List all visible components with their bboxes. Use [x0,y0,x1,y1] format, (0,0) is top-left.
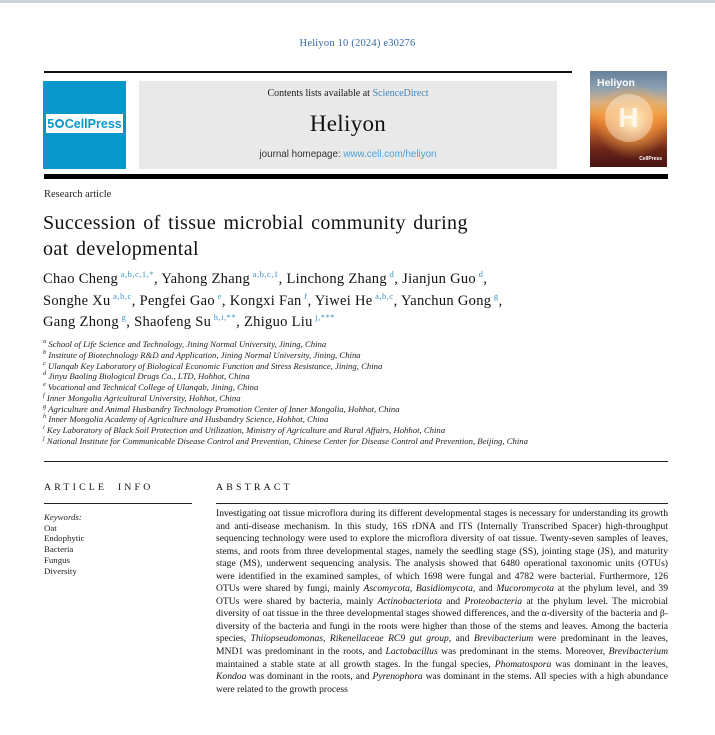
abstract-taxon-italic: Kondoa [216,671,247,683]
info-section-top-rule [44,461,668,462]
author-name: Songhe Xu [43,292,111,309]
abstract-segment: was dominant in the roots, and [246,671,373,683]
affiliation-superscript: a [43,338,47,346]
affiliation-superscript: d [43,370,47,378]
abstract-taxon-italic: Pyrenophora [372,671,423,683]
abstract-taxon-italic: Lactobacillus [385,646,438,658]
homepage-line [260,149,437,160]
author-name: Gang Zhong [43,314,119,330]
abstract-segment: was dominant in the leaves, [551,658,669,670]
affiliation-item [43,414,673,425]
article-info-rule [44,503,192,504]
abstract-segment: , and [448,633,474,645]
cellpress-anniversary-swirl-icon [55,119,64,128]
contents-text: Contents lists available at [267,88,373,99]
sciencedirect-link[interactable]: ScienceDirect [372,88,429,99]
author-superscript: a,b,c [110,290,132,301]
author-name: Jianjun Guo [402,271,476,287]
author-name: Chao Cheng [43,271,119,287]
abstract-text [216,508,668,696]
author-superscript: a,b,c [372,290,394,301]
affiliation-text: School of Life Science and Technology, Jining Normal University, Jining, China [46,339,327,349]
author-line: Gang Zhong $^g$, Shaofeng Su $^{h,i,**}$, Zhiguo Liu $^{j,***}$ [43,312,336,330]
affiliation-text: Vocational and Technical College of Ulanqab, Jining, China [45,382,259,392]
author-superscript: a,b,c,1,* [118,269,155,280]
abstract-segment: at the phylum level, and 39 OTUs were shared by bacteria, mainly [216,583,668,607]
author-list [43,269,667,334]
affiliation-item [43,339,673,350]
heliyon-cover-thumbnail [590,71,667,167]
abstract-taxon-italic: Brevibacterium [473,633,534,645]
article-info-heading: ARTICLE INFO [44,482,154,493]
abstract-taxon-italic: Basidiomycota [415,583,473,595]
affiliation-item [43,350,673,361]
author-superscript: f [301,290,308,301]
abstract-segment: at the phylum level. The microbial diversity of oat tissue in the three developmental stages showed differences, and the α-diversity of the bacteria and β-diversity of the bacteria and fungi in the roots were higher than those of the stems and leaves. Among the bacteria species, [216,595,668,645]
abstract-taxon-italic: Thiiopseudomonas [250,633,324,645]
affiliation-item [43,393,673,404]
author-superscript: g [118,312,127,323]
affiliation-list [43,339,673,447]
cellpress-logo-name: CellPress [64,116,122,131]
affiliation-superscript: f [43,391,45,399]
affiliation-text: Inner Mongolia Academy of Agriculture and Husbandry Science, Hohhot, China [46,414,329,425]
article-type-label: Research article [44,189,112,200]
viewer-top-strip [0,0,715,3]
keywords-block [44,512,194,576]
journal-title: Heliyon [309,111,387,136]
affiliation-superscript: c [43,359,46,367]
author-name: Pengfei Gao [139,292,215,309]
abstract-heading: ABSTRACT [216,482,293,493]
affiliation-superscript: j [43,434,45,442]
abstract-segment: , [409,583,416,595]
author-superscript: d [475,269,484,280]
abstract-segment: and [442,595,465,607]
abstract-segment: were predominant in the leaves, MND1 was predominant in the roots, and [216,633,668,658]
affiliation-superscript: b [43,348,47,356]
article-title-line1: Succession of tissue microbial community during [43,212,468,234]
cover-h-badge [605,94,653,142]
author-name: Shaofeng Su [134,314,212,330]
author-line: Songhe Xu $^{a,b,c}$, Pengfei Gao $^e$, Kongxi Fan $^f$, Yiwei He $^{a,b,c}$, Yanchun Gong $^g$, [43,290,503,309]
affiliation-text: Jinyu Baoling Biological Drugs Co., LTD, Hohhot, China [46,371,250,382]
keyword-item: Fungus [44,554,70,565]
author-name: Kongxi Fan [229,292,302,309]
cellpress-logo-plate [46,114,123,133]
affiliation-text: Inner Mongolia Agricultural University, Hohhot, China [44,392,241,403]
abstract-segment: maintained a stable state at all growth stages. In the fungal species, [216,658,495,670]
article-title-line2: oat developmental [43,238,199,260]
keyword-item: Oat [44,522,57,533]
affiliation-superscript: e [43,381,46,389]
keywords-label: Keywords: [44,512,82,522]
affiliation-superscript: h [43,413,47,421]
keyword-item: Endophytic [44,533,85,544]
keyword-item: Diversity [44,565,77,576]
homepage-label: journal homepage: [259,149,344,160]
abstract-taxon-italic: Rikenellaceae RC9 gut group [329,633,449,645]
keywords-list [44,523,194,577]
affiliation-text: National Institute for Communicable Disease Control and Prevention, Chinese Center for Disease Control and Prevention, Beijing, China [44,435,528,446]
abstract-taxon-italic: Actinobacteriota [377,595,443,607]
author-superscript: g [491,290,499,301]
affiliation-item [43,436,673,447]
affiliation-item [43,361,673,372]
affiliation-item [43,382,673,393]
header-bottom-rule [44,174,668,179]
affiliation-item [43,371,673,382]
affiliation-text: Key Laboratory of Black Soil Protection and Utilization, Ministry of Agriculture and Rural Affairs, Hohhot, China [44,425,446,435]
author-line: Chao Cheng $^{a,b,c,1,*}$, Yahong Zhang $^{a,b,c,1}$, Linchong Zhang $^d$, Jianjun Guo $^d$, [43,269,488,287]
author-name: Yiwei He [314,292,373,309]
author-name: Yanchun Gong [400,292,492,309]
author-name: Linchong Zhang [286,271,387,287]
author-superscript: d [386,269,395,280]
affiliation-superscript: g [43,402,47,410]
author-name: Zhiguo Liu [244,314,313,330]
journal-header-box [139,81,557,169]
contents-line [267,88,428,99]
cover-h-letter: H [618,102,639,134]
author-name: Yahong Zhang [161,271,251,287]
author-superscript: h,i,** [211,312,237,323]
abstract-segment: , and [472,583,497,595]
abstract-taxon-italic: Phomatospora [494,658,552,670]
cover-journal-name: Heliyon [597,77,635,89]
affiliation-item [43,425,673,436]
affiliation-superscript: i [43,424,45,432]
abstract-segment: was predominant in the stems. Moreover, [437,646,609,658]
abstract-rule [216,503,668,504]
abstract-segment: was dominant in the stems. All species with a high abundance were related to the growth process [216,671,669,695]
author-superscript: e [214,290,222,301]
abstract-taxon-italic: Mucoromycota [496,583,555,595]
abstract-segment: , [323,633,330,645]
abstract-taxon-italic: Brevibacterium [608,646,668,658]
keyword-item: Bacteria [44,544,74,555]
affiliation-text: Agriculture and Animal Husbandry Technology Promotion Center of Inner Mongolia, Hohhot, China [46,403,400,414]
cellpress-logo[interactable] [43,81,126,169]
affiliation-text: Ulanqab Key Laboratory of Biological Economic Function and Stress Resistance, Jining, China [45,360,383,371]
header-top-rule [44,71,572,73]
journal-citation: Heliyon 10 (2024) e30276 [299,38,416,49]
affiliation-item [43,404,673,415]
article-title [43,210,667,262]
affiliation-text: Institute of Biotechnology R&D and Application, Jining Normal University, Jining, China [46,349,361,360]
abstract-segment: Investigating oat tissue microflora during its different developmental stages is necessary for understanding its growth and anti-disease mechanism. In this study, 16S rDNA and ITS (Internally Transcribed Spacer) high-throughput sequencing technology were used to explore the microflora diversity of oat tissue. Twenty-seven samples of leaves, stems, and roots from three developmental stages, namely the seedling stage (SS), jointing stage (JS), and maturity stage (MS), underwent sequencing analysis. The analysis showed that 6480 operational taxonomic units (OTUs) were identified in the examined samples, of which 1698 were fungal and 4782 were bacterial. Furthermore, 126 OTUs were shared by fungi, mainly [216,508,668,595]
abstract-taxon-italic: Ascomycota [363,583,410,595]
homepage-link[interactable]: www.cell.com/heliyon [343,149,437,160]
abstract-taxon-italic: Proteobacteria [464,595,523,607]
author-superscript: j,*** [312,312,336,323]
author-superscript: a,b,c,1 [250,269,279,280]
cover-brand-label: CellPress [639,156,662,162]
cellpress-logo-five: 5 [47,116,55,131]
